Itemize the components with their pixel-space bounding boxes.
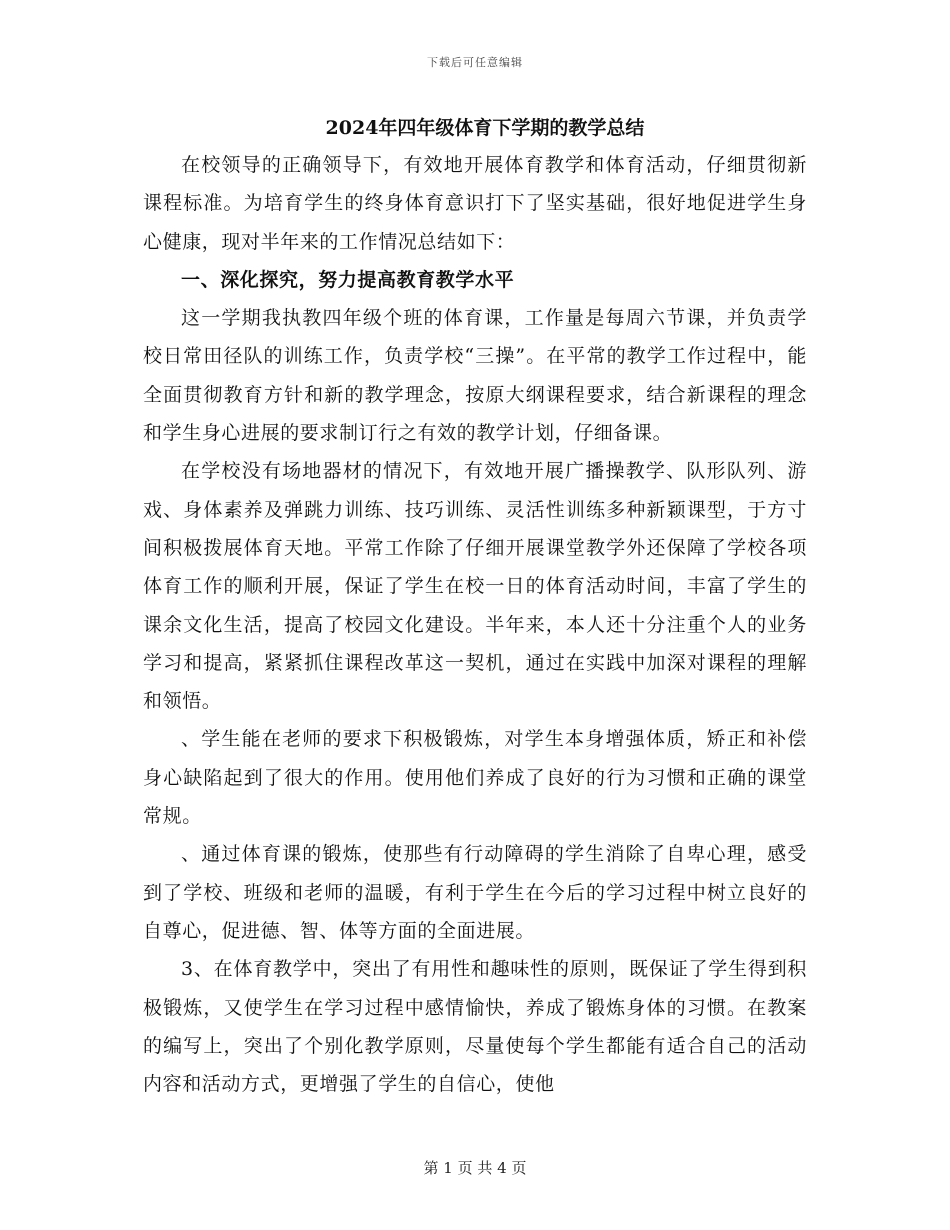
header-note: 下载后可任意编辑 [427, 56, 523, 69]
body-paragraph: 3、在体育教学中，突出了有用性和趣味性的原则，既保证了学生得到积极锻炼，又使学生在学习过程中感情愉快，养成了锻炼身体的习惯。在教案的编写上，突出了个别化教学原则，尽量使每个学生都能有适合自己的活动内容和活动方式，更增强了学生的自信心，使他 [143, 958, 807, 1096]
body-paragraph: 、学生能在老师的要求下积极锻炼，对学生本身增强体质，矫正和补偿身心缺陷起到了很大的作用。使用他们养成了良好的行为习惯和正确的课堂常规。 [143, 728, 807, 828]
body-paragraph: 这一学期我执教四年级个班的体育课，工作量是每周六节课，并负责学校日常田径队的训练工作，负责学校“三操”。在平常的教学工作过程中，能全面贯彻教育方针和新的教学理念，按原大纲课程要求，结合新课程的理念和学生身心进展的要求制订行之有效的教学计划，仔细备课。 [143, 307, 807, 445]
document-title: 2024年四年级体育下学期的教学总结 [325, 117, 645, 139]
document-body [143, 112, 807, 1103]
page-number: 第 1 页 共 4 页 [423, 1159, 527, 1177]
section-heading: 一、深化探究，努力提高教育教学水平 [181, 268, 515, 291]
intro-paragraph: 在校领导的正确领导下，有效地开展体育教学和体育活动，仔细贯彻新课程标准。为培育学生的终身体育意识打下了坚实基础，很好地促进学生身心健康，现对半年来的工作情况总结如下： [143, 154, 807, 253]
body-paragraph: 在学校没有场地器材的情况下，有效地开展广播操教学、队形队列、游戏、身体素养及弹跳力训练、技巧训练、灵活性训练多种新颖课型，于方寸间积极拨展体育天地。平常工作除了仔细开展课堂教学外还保障了学校各项体育工作的顺利开展，保证了学生在校一日的体育活动时间，丰富了学生的课余文化生活，提高了校园文化建设。半年来，本人还十分注重个人的业务学习和提高，紧紧抓住课程改革这一契机，通过在实践中加深对课程的理解和领悟。 [143, 460, 807, 713]
body-paragraph: 、通过体育课的锻炼，使那些有行动障碍的学生消除了自卑心理，感受到了学校、班级和老师的温暖，有利于学生在今后的学习过程中树立良好的自尊心，促进德、智、体等方面的全面进展。 [143, 843, 807, 942]
